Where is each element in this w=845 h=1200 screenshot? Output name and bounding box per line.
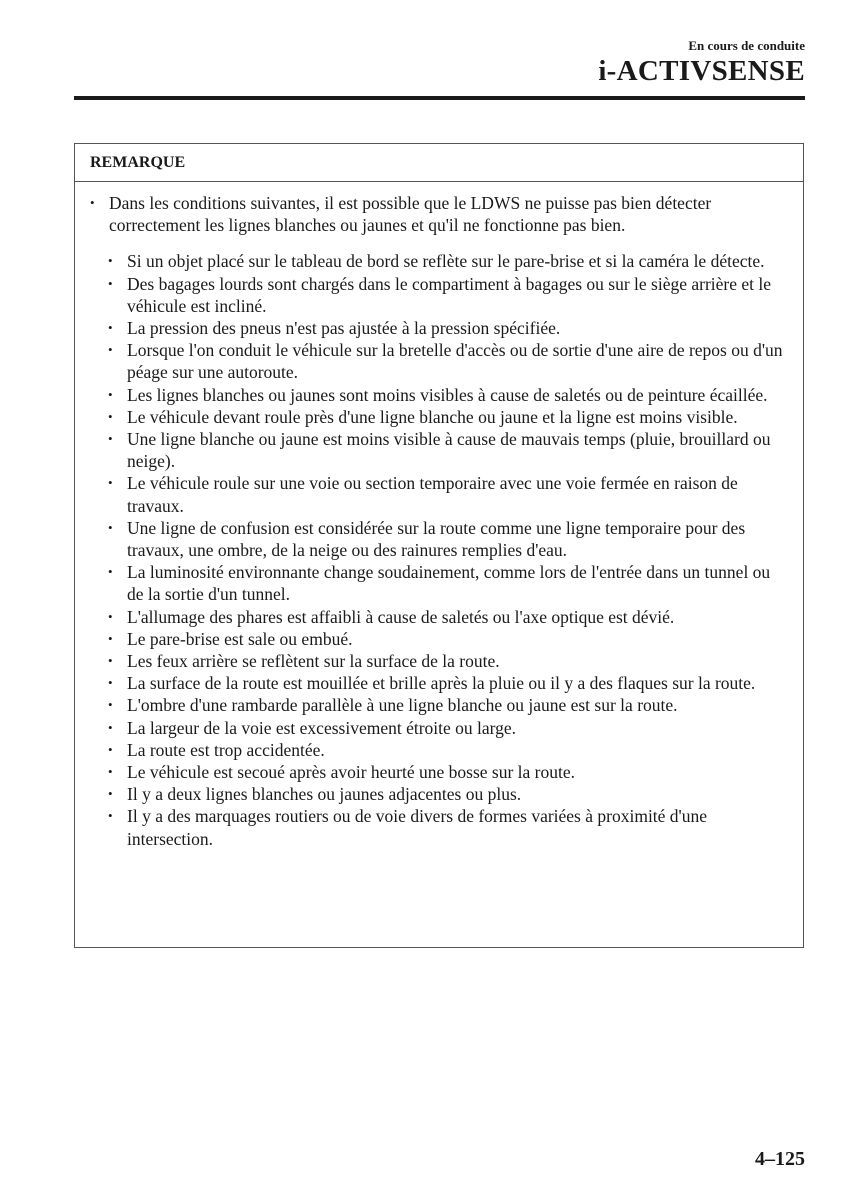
list-item bbox=[107, 650, 787, 672]
list-item-text: La pression des pneus n'est pas ajustée à la pression spécifiée. bbox=[127, 318, 561, 339]
list-item bbox=[107, 339, 787, 383]
list-item-text: Le pare-brise est sale ou embué. bbox=[127, 628, 353, 649]
list-item-text: Si un objet placé sur le tableau de bord se reflète sur le pare-brise et si la caméra le détecte. bbox=[127, 251, 765, 272]
list-item-text: Les lignes blanches ou jaunes sont moins visibles à cause de saletés ou de peinture écaillée. bbox=[127, 384, 768, 405]
list-item-text: Le véhicule est secoué après avoir heurté une bosse sur la route. bbox=[127, 762, 576, 783]
list-item-text: La luminosité environnante change soudainement, comme lors de l'entrée dans un tunnel ou de la sortie d'un tunnel. bbox=[127, 562, 771, 605]
list-item bbox=[107, 517, 787, 561]
list-item bbox=[107, 628, 787, 650]
list-item bbox=[107, 428, 787, 472]
list-item bbox=[107, 694, 787, 716]
list-item-text: Le véhicule roule sur une voie ou section temporaire avec une voie fermée en raison de travaux. bbox=[127, 473, 738, 516]
bullet-icon: • bbox=[108, 564, 113, 580]
bullet-icon: • bbox=[108, 630, 113, 646]
bullet-icon: • bbox=[108, 764, 113, 780]
list-item bbox=[107, 672, 787, 694]
bullet-icon: • bbox=[108, 675, 113, 691]
bullet-icon: • bbox=[108, 519, 113, 535]
list-item-text: Le véhicule devant roule près d'une ligne blanche ou jaune et la ligne est moins visible. bbox=[127, 406, 738, 427]
list-item bbox=[107, 317, 787, 339]
note-heading: REMARQUE bbox=[75, 144, 803, 182]
list-item bbox=[107, 561, 787, 605]
list-item-text: Il y a deux lignes blanches ou jaunes adjacentes ou plus. bbox=[127, 784, 522, 805]
bullet-icon: • bbox=[108, 719, 113, 735]
bullet-icon: • bbox=[108, 653, 113, 669]
list-item bbox=[107, 717, 787, 739]
header-divider bbox=[74, 96, 805, 100]
bullet-icon: • bbox=[108, 697, 113, 713]
list-item-text: La route est trop accidentée. bbox=[127, 739, 325, 760]
note-body bbox=[75, 182, 803, 850]
bullet-icon: • bbox=[108, 786, 113, 802]
list-item bbox=[107, 384, 787, 406]
list-item bbox=[107, 406, 787, 428]
note-intro-text: Dans les conditions suivantes, il est possible que le LDWS ne puisse pas bien détecter correctement les lignes blanches ou jaunes et qu'il ne fonctionne pas bien. bbox=[109, 193, 712, 236]
note-intro bbox=[89, 192, 787, 236]
list-item-text: Une ligne de confusion est considérée sur la route comme une ligne temporaire pour des travaux, une ombre, de la neige ou des rainures remplies d'eau. bbox=[127, 517, 746, 561]
bullet-icon: • bbox=[108, 475, 113, 491]
page-number: 4–125 bbox=[755, 1148, 805, 1170]
list-item-text: Des bagages lourds sont chargés dans le compartiment à bagages ou sur le siège arrière et le véhicule est incliné. bbox=[127, 273, 772, 316]
condition-list bbox=[107, 250, 787, 849]
list-item bbox=[107, 273, 787, 317]
bullet-icon: • bbox=[90, 195, 95, 210]
bullet-icon: • bbox=[108, 608, 113, 624]
list-item-text: La largeur de la voie est excessivement étroite ou large. bbox=[127, 717, 517, 738]
list-item-text: Lorsque l'on conduit le véhicule sur la bretelle d'accès ou de sortie d'une aire de repos ou d'un péage sur une autoroute. bbox=[127, 340, 783, 383]
list-item bbox=[107, 761, 787, 783]
list-item bbox=[107, 739, 787, 761]
list-item-text: Il y a des marquages routiers ou de voie divers de formes variées à proximité d'une intersection. bbox=[127, 806, 707, 849]
list-item bbox=[107, 250, 787, 272]
bullet-icon: • bbox=[108, 431, 113, 447]
list-item-text: Les feux arrière se reflètent sur la surface de la route. bbox=[127, 651, 500, 672]
bullet-icon: • bbox=[108, 386, 113, 402]
bullet-icon: • bbox=[108, 408, 113, 424]
page-title: i-ACTIVSENSE bbox=[598, 55, 805, 87]
bullet-icon: • bbox=[108, 808, 113, 824]
bullet-icon: • bbox=[108, 253, 113, 269]
list-item-text: L'ombre d'une rambarde parallèle à une ligne blanche ou jaune est sur la route. bbox=[127, 695, 678, 716]
note-box bbox=[74, 143, 804, 948]
bullet-icon: • bbox=[108, 320, 113, 336]
list-item bbox=[107, 472, 787, 516]
bullet-icon: • bbox=[108, 741, 113, 757]
list-item bbox=[107, 805, 787, 849]
list-item bbox=[107, 606, 787, 628]
list-item-text: La surface de la route est mouillée et brille après la pluie ou il y a des flaques sur la route. bbox=[127, 673, 756, 694]
bullet-icon: • bbox=[108, 342, 113, 358]
list-item bbox=[107, 783, 787, 805]
section-title: En cours de conduite bbox=[688, 38, 805, 53]
list-item-text: L'allumage des phares est affaibli à cause de saletés ou l'axe optique est dévié. bbox=[127, 606, 675, 627]
bullet-icon: • bbox=[108, 275, 113, 291]
list-item-text: Une ligne blanche ou jaune est moins visible à cause de mauvais temps (pluie, brouillard ou neige). bbox=[127, 429, 771, 472]
